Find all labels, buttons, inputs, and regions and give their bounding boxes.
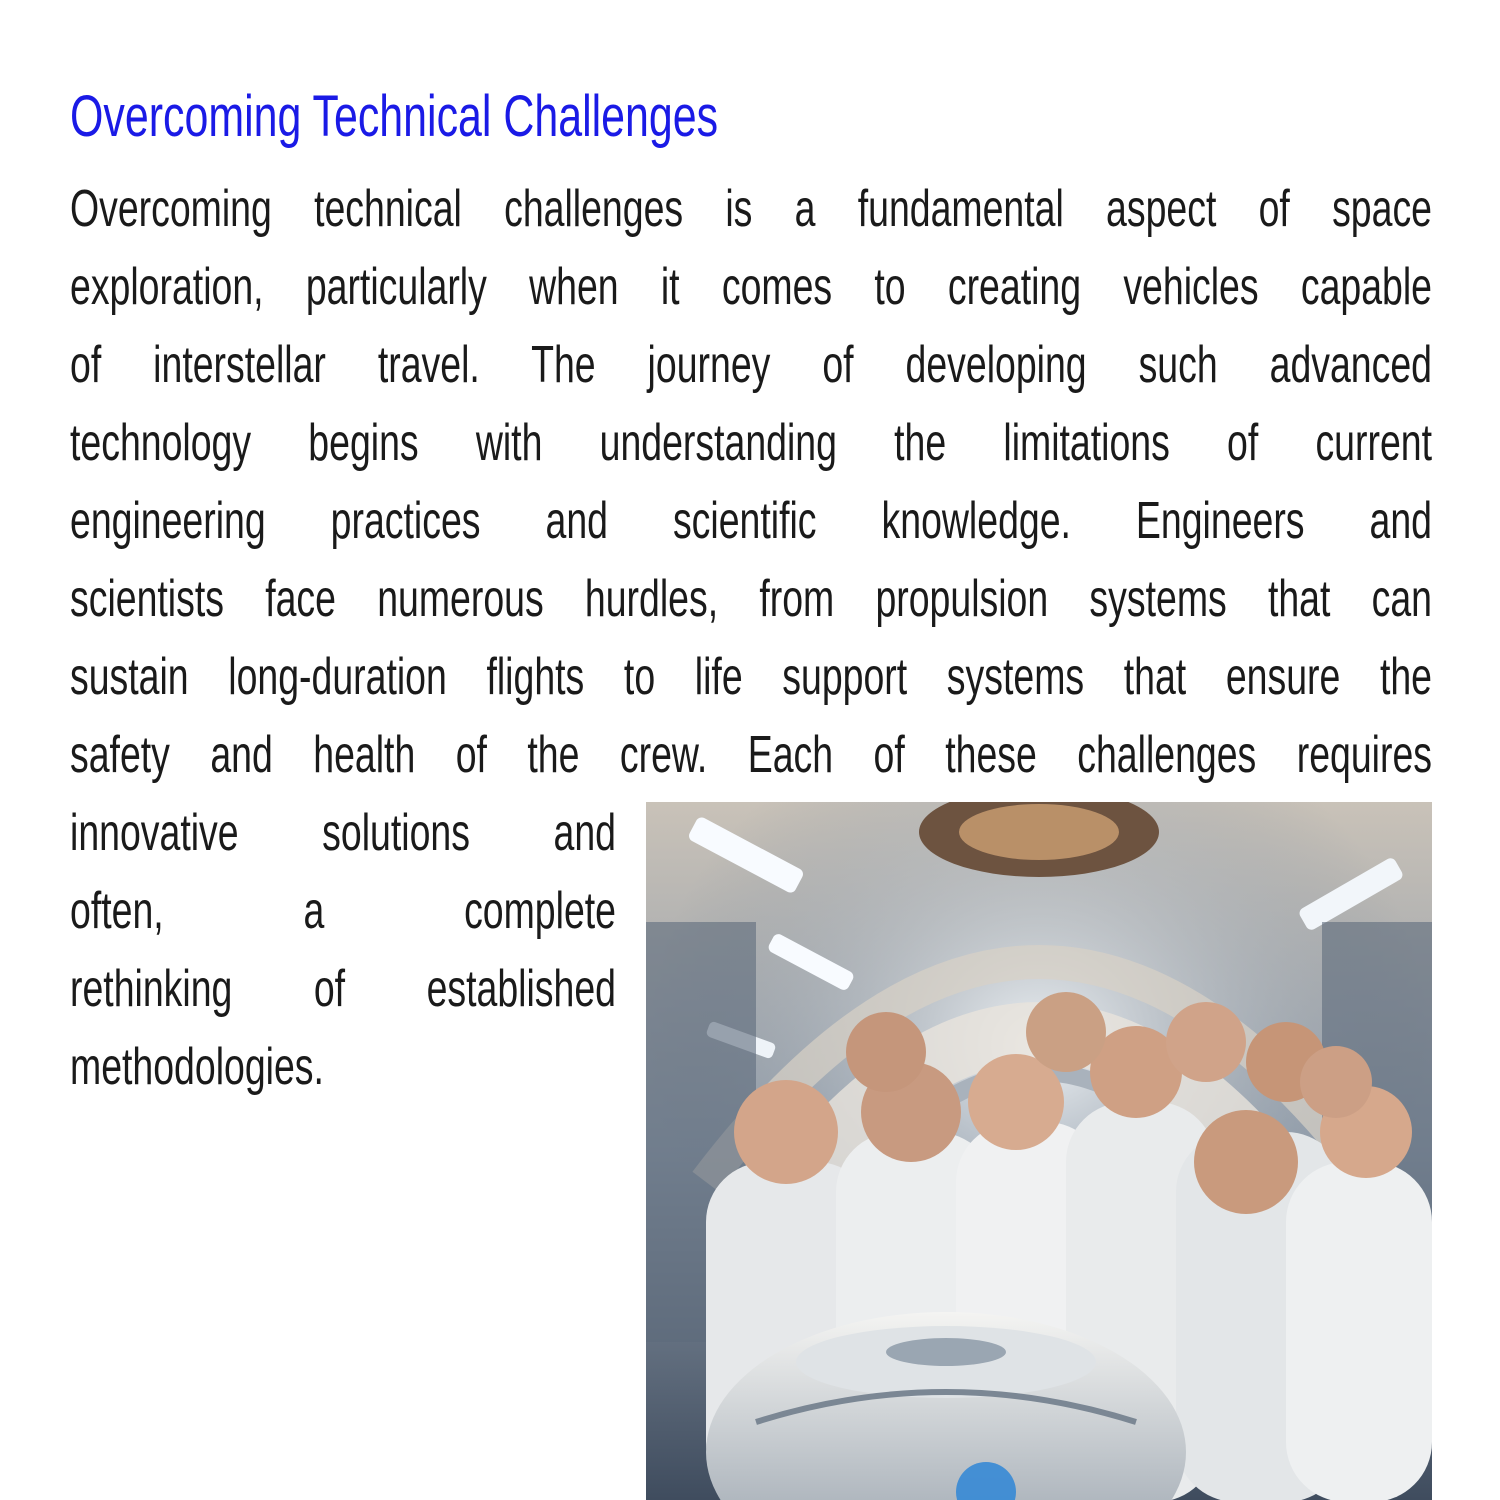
paragraph-line: Overcoming technical challenges is a fundamental aspect of space — [70, 180, 1433, 238]
paragraph-line: scientists face numerous hurdles, from propulsion systems that can — [70, 570, 1433, 628]
paragraph-line: methodologies. — [70, 1038, 324, 1096]
paragraph-line: innovative solutions and — [70, 804, 616, 862]
paragraph-line: exploration, particularly when it comes to creating vehicles capable — [70, 258, 1433, 316]
paragraph-line: technology begins with understanding the limitations of current — [70, 414, 1432, 472]
paragraph-line: engineering practices and scientific knowledge. Engineers and — [70, 492, 1433, 550]
paragraph-line: rethinking of established — [70, 960, 616, 1018]
illustration-image — [646, 802, 1432, 1500]
paragraph-line: safety and health of the crew. Each of these challenges requires — [70, 726, 1433, 784]
page-title: Overcoming Technical Challenges — [70, 84, 719, 149]
paragraph-line: sustain long-duration flights to life support systems that ensure the — [70, 648, 1433, 706]
illustration-scientists-in-spacecraft — [646, 802, 1432, 1500]
paragraph-line: often, a complete — [70, 882, 616, 940]
paragraph-line: of interstellar travel. The journey of developing such advanced — [70, 336, 1433, 394]
